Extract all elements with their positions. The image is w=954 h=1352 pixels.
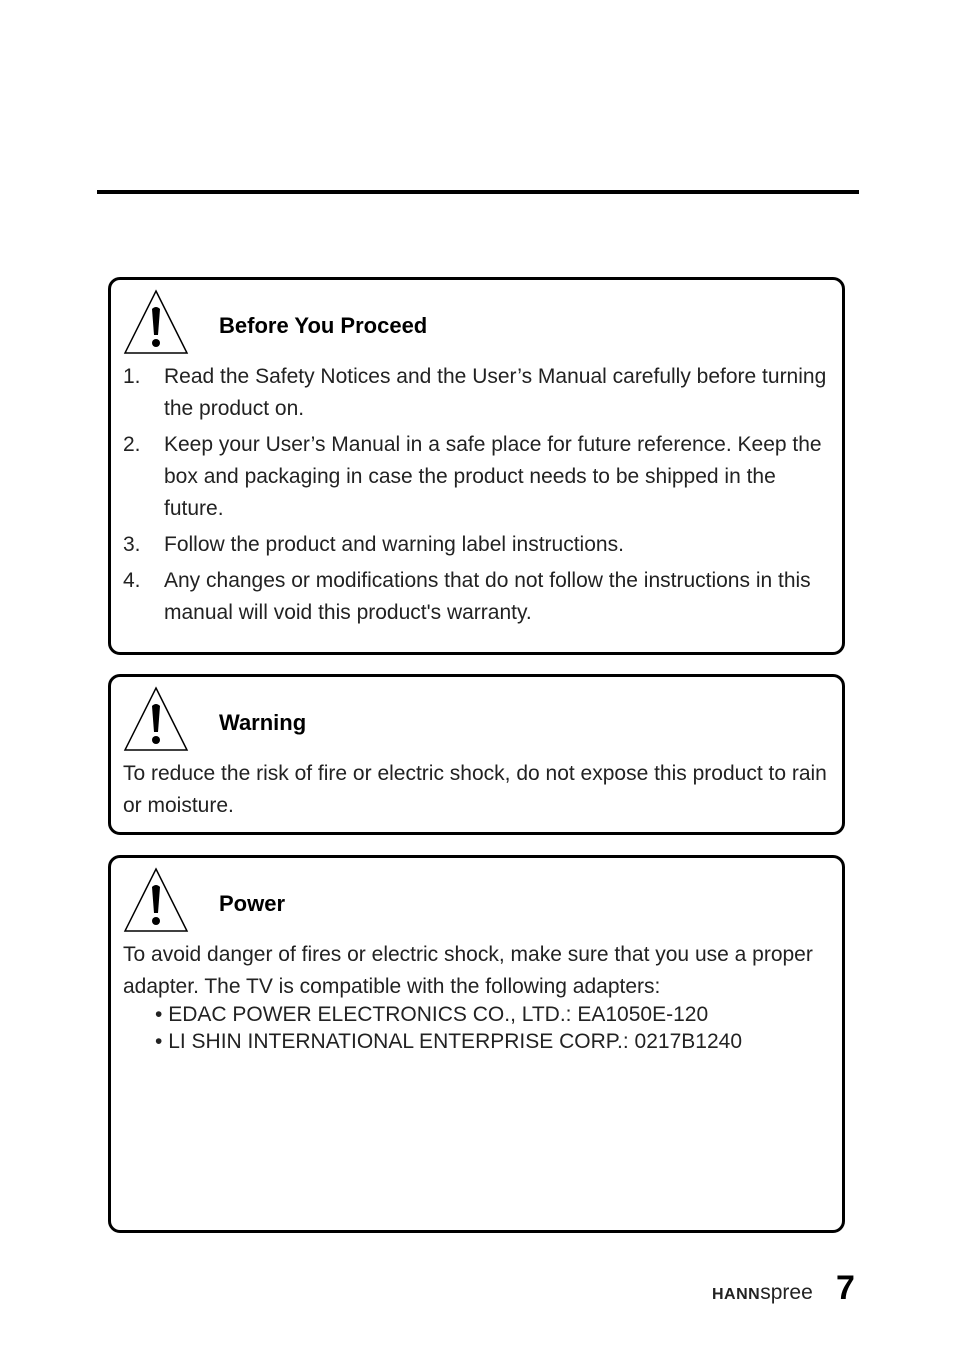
- warning-triangle-icon: [123, 686, 189, 752]
- item-number: 1.: [123, 365, 141, 388]
- item-text: Follow the product and warning label instructions.: [164, 533, 624, 556]
- before-you-proceed-box: [108, 277, 845, 655]
- brand-logo: [712, 1280, 813, 1308]
- list-item: [123, 529, 830, 561]
- brand-logo-light: spree: [760, 1281, 813, 1304]
- list-item: [123, 429, 830, 525]
- item-number: 2.: [123, 433, 141, 456]
- list-item: [123, 361, 830, 425]
- section-title: Power: [219, 891, 286, 916]
- item-number: 3.: [123, 533, 141, 556]
- list-item: [123, 565, 830, 629]
- adapter-list: [155, 1001, 742, 1055]
- brand-logo-bold: HANN: [712, 1286, 761, 1303]
- power-box: [108, 855, 845, 1233]
- power-text: To avoid danger of fires or electric shock, make sure that you use a proper adapter. The TV is compatible with the following adapters:: [123, 943, 813, 998]
- warning-triangle-icon: [123, 867, 189, 933]
- section-title: Warning: [219, 710, 307, 735]
- page-number: 7: [836, 1269, 855, 1307]
- instructions-list-container: [123, 361, 830, 633]
- warning-box: [108, 674, 845, 835]
- warning-text: To reduce the risk of fire or electric shock, do not expose this product to rain or moisture.: [123, 762, 827, 817]
- header-rule: [97, 190, 859, 194]
- warning-triangle-icon: [123, 289, 189, 355]
- item-text: Read the Safety Notices and the User’s Manual carefully before turning the product on.: [164, 365, 827, 420]
- item-text: Keep your User’s Manual in a safe place for future reference. Keep the box and packaging in case the product needs to be shipped in the future.: [164, 433, 822, 520]
- adapter-item: • LI SHIN INTERNATIONAL ENTERPRISE CORP.: 0217B1240: [155, 1028, 742, 1055]
- item-text: Any changes or modifications that do not follow the instructions in this manual will void this product's warranty.: [164, 569, 811, 624]
- adapter-item: • EDAC POWER ELECTRONICS CO., LTD.: EA1050E-120: [155, 1001, 742, 1028]
- item-number: 4.: [123, 569, 141, 592]
- section-title: Before You Proceed: [219, 313, 428, 338]
- instructions-list: [123, 361, 830, 629]
